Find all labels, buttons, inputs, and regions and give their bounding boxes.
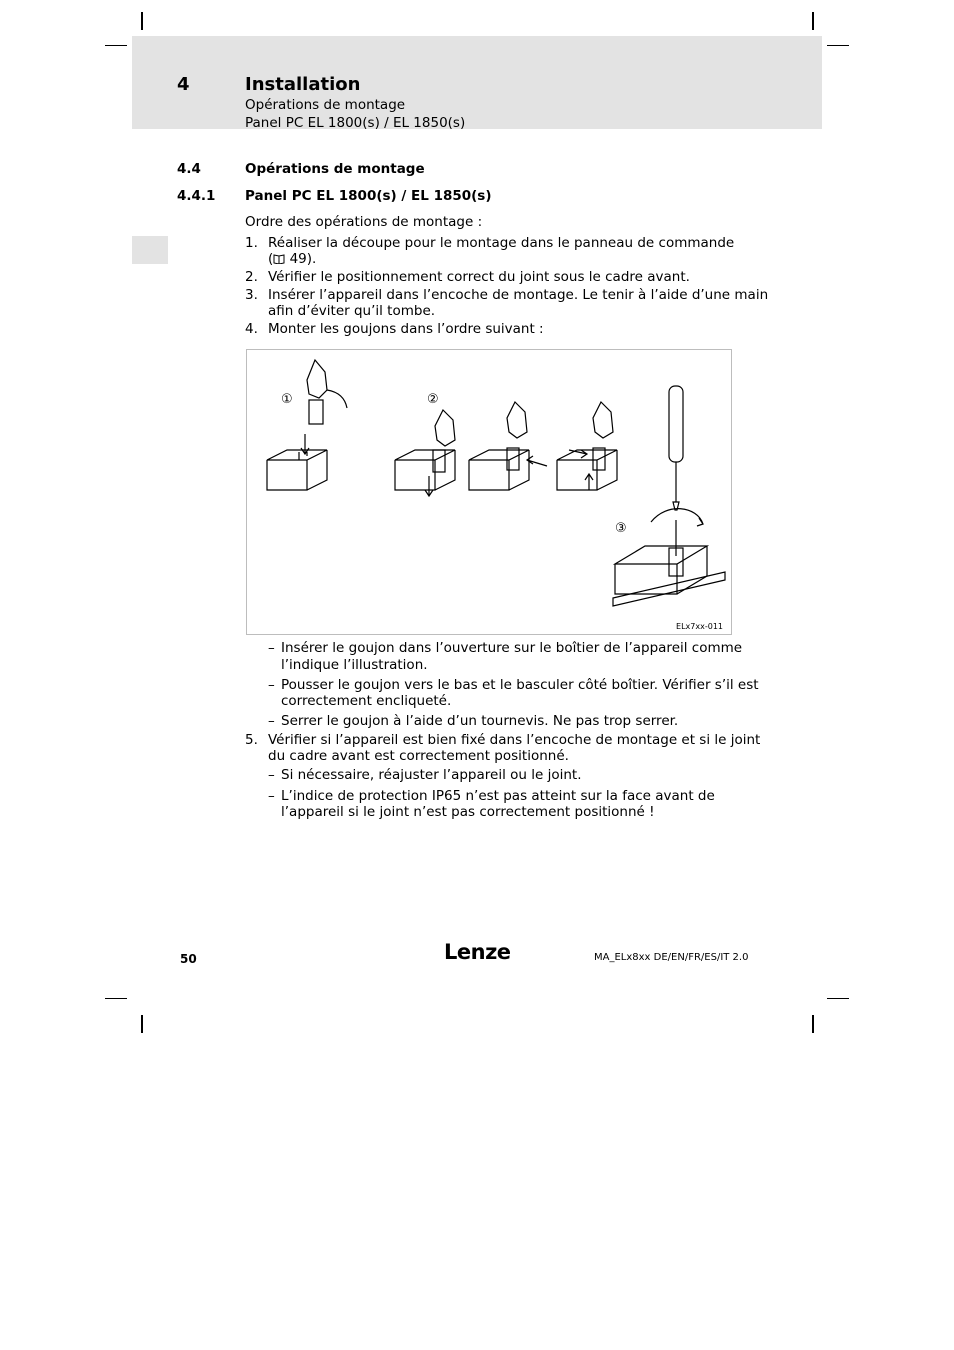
finger-shape <box>435 410 455 446</box>
step-number: 1. <box>245 235 258 251</box>
housing-block <box>267 450 327 490</box>
step-text-cont <box>268 251 316 267</box>
crop-mark <box>827 998 849 999</box>
header-subtitle: Opérations de montage <box>245 97 406 113</box>
arrow-left <box>527 456 547 466</box>
front-panel <box>613 572 725 606</box>
step-text: Vérifier si l’appareil est bien fixé dans l’encoche de montage et si le joint <box>268 732 761 748</box>
step-text: Insérer l’appareil dans l’encoche de montage. Le tenir à l’aide d’une main <box>268 287 769 303</box>
bullet-text: Insérer le goujon dans l’ouverture sur le boîtier de l’appareil comme <box>281 640 743 656</box>
bullet-text: Serrer le goujon à l’aide d’un tournevis. Ne pas trop serrer. <box>281 713 679 729</box>
crop-mark <box>105 998 127 999</box>
step-number: 2. <box>245 269 258 285</box>
section-number: 4.4.1 <box>177 188 216 204</box>
step-label-2: ② <box>427 392 439 407</box>
mounting-illustration <box>246 349 732 635</box>
book-icon <box>273 254 285 264</box>
housing-block <box>557 450 617 490</box>
mounting-drawing <box>247 350 731 634</box>
bolt-shape <box>309 400 323 424</box>
document-reference: MA_ELx8xx DE/EN/FR/ES/IT 2.0 <box>594 952 749 963</box>
rotation-arrow <box>651 509 703 526</box>
page-number: 50 <box>180 952 197 966</box>
step-text: Monter les goujons dans l’ordre suivant : <box>268 321 544 337</box>
bullet-text: L’indice de protection IP65 n’est pas atteint sur la face avant de <box>281 788 715 804</box>
dash-bullet: – <box>268 640 275 656</box>
crop-mark <box>141 12 143 30</box>
screwdriver-handle <box>669 386 683 462</box>
finger-shape <box>307 360 347 408</box>
crop-mark <box>827 45 849 46</box>
bullet-text: Pousser le goujon vers le bas et le basculer côté boîtier. Vérifier s’il est <box>281 677 759 693</box>
step-text: afin d’éviter qu’il tombe. <box>268 303 436 319</box>
header-band <box>132 36 822 129</box>
section-number: 4.4 <box>177 161 201 177</box>
dash-bullet: – <box>268 713 275 729</box>
side-tab <box>132 236 168 264</box>
step-text: ( <box>268 251 274 267</box>
lenze-logo: Lenze <box>444 940 511 964</box>
crop-mark <box>141 1015 143 1033</box>
step-text: 49). <box>285 251 317 267</box>
step-text: Vérifier le positionnement correct du joint sous le cadre avant. <box>268 269 690 285</box>
chapter-title: Installation <box>245 74 361 95</box>
arrow-right <box>569 450 587 458</box>
intro-text: Ordre des opérations de montage : <box>245 214 483 230</box>
crop-mark <box>812 12 814 30</box>
dash-bullet: – <box>268 767 275 783</box>
arrow-up <box>585 474 593 490</box>
bullet-text: l’appareil si le joint n’est pas correctement positionné ! <box>281 804 655 820</box>
crop-mark <box>812 1015 814 1033</box>
bullet-text: correctement encliqueté. <box>281 693 452 709</box>
header-subtitle: Panel PC EL 1800(s) / EL 1850(s) <box>245 115 466 131</box>
arrow-down <box>425 476 433 496</box>
step-number: 3. <box>245 287 258 303</box>
section-title: Panel PC EL 1800(s) / EL 1850(s) <box>245 188 492 204</box>
finger-shape <box>507 402 527 438</box>
bullet-text: l’indique l’illustration. <box>281 657 428 673</box>
finger-shape <box>593 402 613 438</box>
screwdriver-shaft <box>673 462 679 510</box>
dash-bullet: – <box>268 677 275 693</box>
step-text: Réaliser la découpe pour le montage dans le panneau de commande <box>268 235 735 251</box>
section-title: Opérations de montage <box>245 161 425 177</box>
step-text: du cadre avant est correctement positionné. <box>268 748 569 764</box>
step-number: 4. <box>245 321 258 337</box>
figure-id: ELx7xx-011 <box>676 622 723 631</box>
crop-mark <box>105 45 127 46</box>
step-label-1: ① <box>281 392 293 407</box>
housing-block <box>395 450 455 490</box>
arrow-down <box>301 434 309 454</box>
chapter-number: 4 <box>177 74 190 95</box>
step-label-3: ③ <box>615 521 627 536</box>
step-number: 5. <box>245 732 258 748</box>
housing-block <box>469 450 529 490</box>
bullet-text: Si nécessaire, réajuster l’appareil ou le joint. <box>281 767 582 783</box>
dash-bullet: – <box>268 788 275 804</box>
